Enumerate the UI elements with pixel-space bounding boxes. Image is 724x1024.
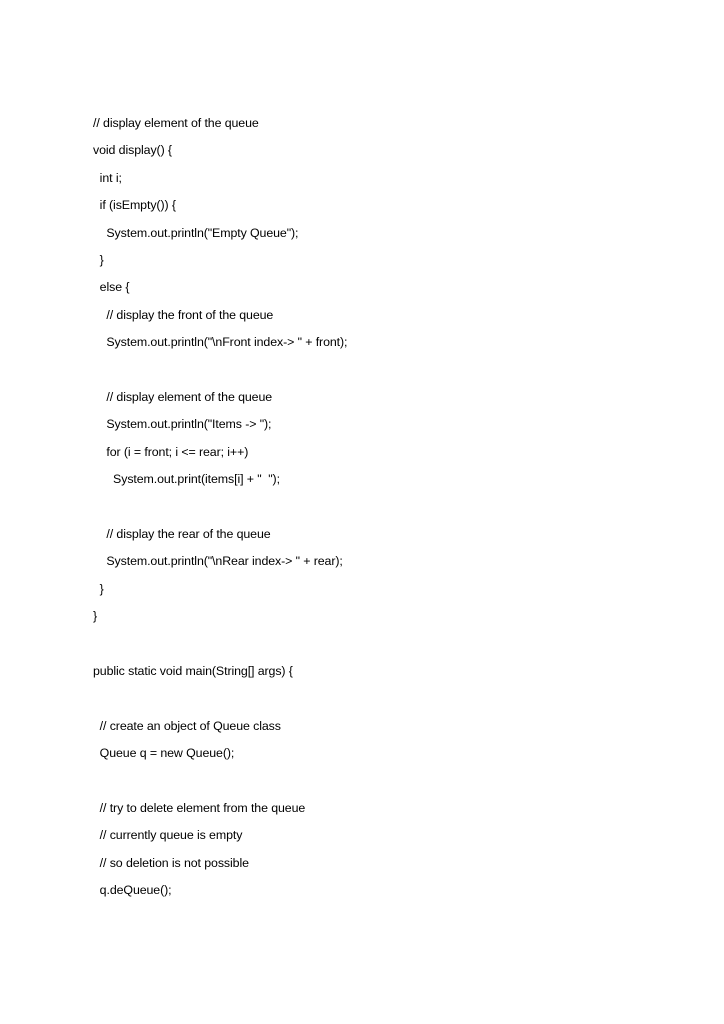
code-line: System.out.println("\nFront index-> " + front); bbox=[93, 335, 348, 350]
code-line: // display the front of the queue bbox=[93, 307, 274, 322]
blank-line bbox=[93, 688, 347, 715]
code-line: for (i = front; i <= rear; i++) bbox=[93, 444, 249, 459]
blank-line bbox=[93, 633, 347, 660]
code-line: } bbox=[93, 581, 104, 596]
code-line: System.out.print(items[i] + " "); bbox=[93, 472, 280, 487]
code-line: } bbox=[93, 609, 98, 624]
code-line: if (isEmpty()) { bbox=[93, 198, 176, 213]
code-line: } bbox=[93, 252, 104, 267]
code-line: System.out.println("\nRear index-> " + rear); bbox=[93, 554, 343, 569]
code-line: else { bbox=[93, 280, 130, 295]
code-line: System.out.println("Empty Queue"); bbox=[93, 225, 299, 240]
code-line: public static void main(String[] args) { bbox=[93, 663, 293, 678]
code-line: // display the rear of the queue bbox=[93, 526, 271, 541]
code-line: // so deletion is not possible bbox=[93, 855, 249, 870]
code-line: // display element of the queue bbox=[93, 116, 259, 130]
code-line: // display element of the queue bbox=[93, 389, 273, 404]
blank-line bbox=[93, 496, 347, 523]
code-line: // create an object of Queue class bbox=[93, 718, 281, 733]
code-line: System.out.println("Items -> "); bbox=[93, 417, 272, 432]
code-line: q.deQueue(); bbox=[93, 882, 172, 897]
code-line: int i; bbox=[93, 170, 122, 185]
code-listing bbox=[93, 113, 347, 907]
code-line: // try to delete element from the queue bbox=[93, 800, 306, 815]
code-line: // currently queue is empty bbox=[93, 828, 243, 843]
code-line: void display() { bbox=[93, 143, 172, 158]
blank-line bbox=[93, 360, 347, 387]
code-line: Queue q = new Queue(); bbox=[93, 745, 235, 760]
blank-line bbox=[93, 770, 347, 797]
